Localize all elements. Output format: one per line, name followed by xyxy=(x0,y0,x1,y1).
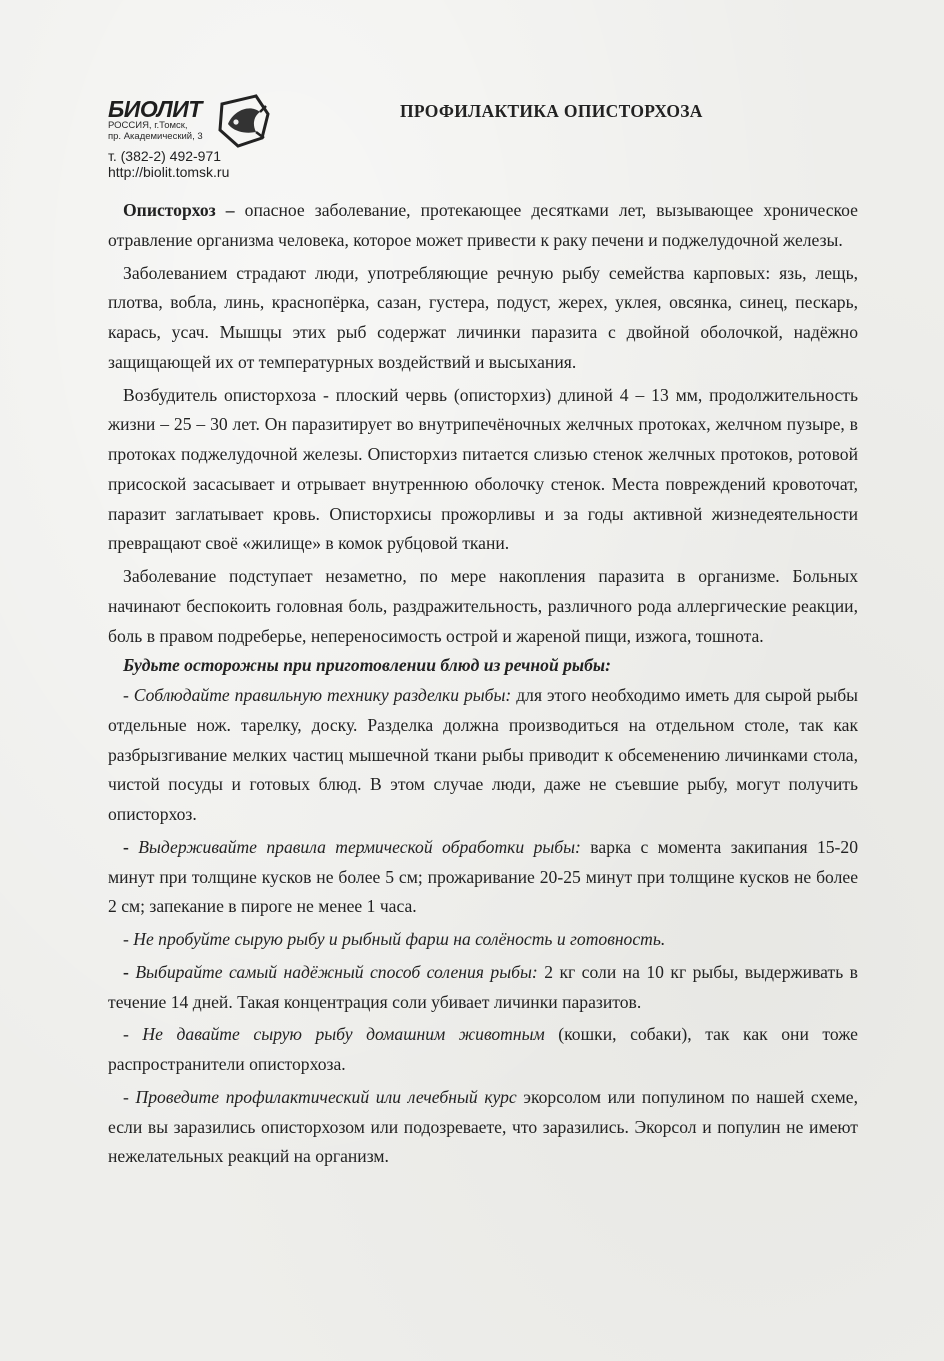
advice-dash: - xyxy=(123,961,136,982)
paragraph-text: (кошки, собаки), так как они тоже распространители описторхоза. xyxy=(108,1024,858,1074)
logo-name: БИОЛИТ xyxy=(108,96,202,122)
paragraph-text: экорсолом или популином по нашей схеме, если вы заразились описторхозом или подозреваете, что заразились. Экорсол и популин не имеют нежелательных реакций на организм. xyxy=(108,1086,858,1167)
fish-emblem-icon xyxy=(216,94,270,148)
paragraph-salting xyxy=(108,958,858,1018)
document-body xyxy=(108,196,858,1172)
paragraph-pathogen: Возбудитель описторхоза - плоский червь (описторхиз) длиной 4 – 13 мм, продолжительность жизни – 25 – 30 лет. Он паразитирует во внутрипечёночных желчных протоках, желчном пузыре, в протоках поджелудочной железы. Описторхиз питается слизью стенок желчных протоков, ротовой присоской засасывает и отрывает внутреннюю оболочку стенок. Места повреждений кровоточат, паразит заглатывает кровь. Описторхисы прожорливы и за годы активной жизнедеятельности превращают своё «жилище» в комок рубцовой ткани. xyxy=(108,384,858,554)
advice-lead: - Проведите профилактический или лечебный курс xyxy=(123,1086,517,1107)
paragraph-text: для этого необходимо иметь для сырой рыбы отдельные нож. тарелку, доску. Разделка должна производиться на отдельном столе, так как разбрызгивание мелких частиц мышечной ткани рыбы приводит к обсеменению личинками стола, чистой посуды и готовых блюд. В этом случае люди, даже не съевшие рыбу, могут получить описторхоз. xyxy=(108,685,858,824)
website-url: http://biolit.tomsk.ru xyxy=(108,164,230,180)
paragraph-heat-treatment xyxy=(108,833,858,922)
company-logo xyxy=(108,98,273,142)
advice-lead: Выбирайте самый надёжный способ соления рыбы: xyxy=(135,961,538,982)
contact-block xyxy=(108,148,229,180)
paragraph-treatment xyxy=(108,1083,858,1172)
paragraph-pets xyxy=(108,1020,858,1080)
advice-lead: - Соблюдайте правильную технику разделки рыбы: xyxy=(123,685,512,705)
advice-lead: - Не давайте сырую рыбу домашним животным xyxy=(123,1024,545,1045)
paragraph-text: опасное заболевание, протекающее десятками лет, вызывающее хроническое отравление организма человека, которое может привести к раку печени и поджелудочной железы. xyxy=(108,200,858,250)
paragraph-symptoms: Заболевание подступает незаметно, по мере накопления паразита в организме. Больных начинают беспокоить головная боль, раздражительность, различного рода аллергические реакции, боль в правом подреберье, непереносимость острой и жареной пищи, изжога, тошнота. xyxy=(108,566,858,646)
term-lead: Описторхоз – xyxy=(123,200,235,220)
paragraph-text: 2 кг соли на 10 кг рыбы, выдерживать в течение 14 дней. Такая концентрация соли убивает личинки паразитов. xyxy=(108,961,858,1012)
section-heading-caution: Будьте осторожны при приготовлении блюд из речной рыбы: xyxy=(123,655,611,676)
paragraph-affected: Заболеванием страдают люди, употребляющие речную рыбу семейства карповых: язь, лещь, плотва, вобла, линь, краснопёрка, сазан, густера, подуст, жерех, уклея, овсянка, синец, пескарь, карась, усач. Мышцы этих рыб содержат личинки паразита с двойной оболочкой, надёжно защищающей их от температурных воздействий и высыхания. xyxy=(108,262,858,372)
paragraph-no-tasting: - Не пробуйте сырую рыбу и рыбный фарш на солёность и готовность. xyxy=(123,929,666,949)
phone-number: т. (382-2) 492-971 xyxy=(108,148,222,164)
paragraph-text: варка с момента закипания 15-20 минут при толщине кусков не более 5 см; прожаривание 20-25 минут при толщине кусков не более 2 см; запекание в пироге не менее 1 часа. xyxy=(108,836,859,917)
advice-lead: Выдерживайте правила термической обработки рыбы: xyxy=(138,836,581,857)
logo-address-line-1: РОССИЯ, г.Томск, xyxy=(108,120,188,131)
paragraph-cutting xyxy=(108,681,858,830)
paragraph-definition xyxy=(108,196,858,256)
page-title: ПРОФИЛАКТИКА ОПИСТОРХОЗА xyxy=(400,101,703,121)
logo-address-line-2: пр. Академический, 3 xyxy=(108,131,203,142)
advice-dash: - xyxy=(123,836,139,857)
